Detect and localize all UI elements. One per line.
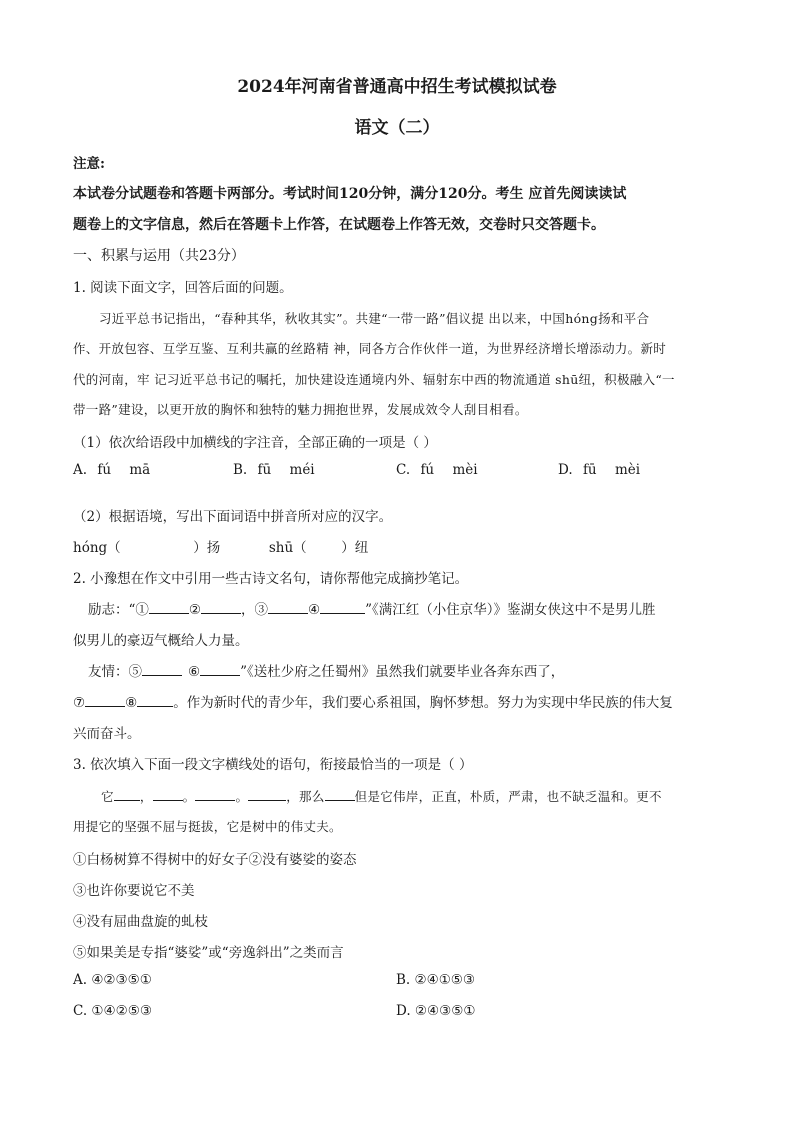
answer-blank[interactable] [142,661,182,676]
youqing-line-2 [73,691,673,711]
section-heading: 一、积累与运用（共23分） [73,248,245,264]
pinyin-2: mèi [452,462,478,478]
passage-text: ，那么 [286,789,325,804]
answer-blank[interactable] [149,599,189,614]
option-letter: B. [233,462,248,478]
option-letter: A. [73,462,88,478]
blank-hong-end: ）扬 [193,540,221,556]
q3-item: ③也许你要说它不美 [73,883,195,899]
pinyin-1: fū [582,462,597,478]
q3-option-d[interactable]: D. ②④③⑤① [396,1003,476,1019]
passage-text: 它 [101,789,114,804]
answer-blank[interactable] [201,599,241,614]
pinyin-1: fú [420,462,435,478]
pinyin-2: mā [129,462,151,478]
blank-hong-label: hóng（ [73,540,121,556]
q3-passage-line: 它 ， 。 。 ，那么 但是它伟岸，正直，朴质，严肃，也不缺乏温和。更不 [101,786,662,805]
question-1-sub-2: （2）根据语境，写出下面词语中拼音所对应的汉字。 [73,509,393,525]
youqing-line [88,660,564,680]
fill-blank-row [73,536,368,556]
answer-blank[interactable] [325,786,355,801]
pinyin-1: fú [97,462,112,478]
passage-line: 代的河南，牢 记习近平总书记的嘱托，加快建设连通境内外、辐射东中西的物流通道 shū纽，积极融入“一 [73,372,675,387]
page-subtitle: 语文（二） [354,118,440,138]
pinyin-2: mèi [614,462,641,478]
q3-option-b[interactable]: B. ②④①⑤③ [396,972,476,988]
answer-blank[interactable] [114,786,140,801]
blank-number: ⑦ [73,695,86,711]
option-c[interactable] [396,462,478,478]
pinyin-1: fū [257,462,272,478]
question-1-sub-1: （1）依次给语段中加横线的字注音，全部正确的一项是（ ） [73,435,437,451]
passage-line: 作、开放包容、互学互鉴、互利共赢的丝路精 神，同各方合作伙伴一道，为世界经济增长增添动力。新时 [73,341,667,356]
answer-blank[interactable] [248,786,286,801]
notice-line-1: 本试卷分试题卷和答题卡两部分。考试时间120分钟，满分120分。考生 应首先阅读读试 [73,186,627,202]
blank-shu-end: ）纽 [341,540,369,556]
q3-item: ⑤如果美是专指“婆娑”或“旁逸斜出”之类而言 [73,945,344,961]
pinyin-2: méi [289,462,315,478]
option-d[interactable] [558,462,640,478]
answer-blank[interactable] [200,661,240,676]
option-letter: C. [396,462,411,478]
youqing-line-3: 兴而奋斗。 [73,726,141,742]
q3-item: ①白杨树算不得树中的好女子②没有婆娑的姿态 [73,852,357,868]
lizhi-line-2: 似男儿的豪迈气概给人力量。 [73,633,249,649]
passage-text: 但是它伟岸，正直，朴质，严肃，也不缺乏温和。更不 [354,789,662,804]
answer-blank[interactable] [195,786,235,801]
notice-line-2: 题卷上的文字信息，然后在答题卡上作答，在试题卷上作答无效，交卷时只交答题卡。 [73,217,605,233]
line-tail: 。作为新时代的青少年，我们要心系祖国，胸怀梦想。努力为实现中华民族的伟大复 [173,695,673,711]
blank-number: ② [188,602,202,618]
blank-number: ，③ [241,602,269,618]
q3-option-a[interactable]: A. ④②③⑤① [73,972,152,988]
lizhi-tail: ”《满江红（小住京华）》鉴湖女侠这中不是男儿胜 [365,602,656,618]
option-a[interactable] [73,462,150,478]
question-2-stem: 2. 小豫想在作文中引用一些古诗文名句，请你帮他完成摘抄笔记。 [73,571,469,587]
youqing-label: 友情：⑤ [88,664,142,680]
q3-item: ④没有屈曲盘旋的虬枝 [73,914,208,930]
passage-line: 习近平总书记指出，“春种其华，秋收其实”。共建“一带一路”倡议提 出以来，中国hóng扬和平合 [99,311,650,326]
question-3-stem: 3. 依次填入下面一段文字横线处的语句，衔接最恰当的一项是（ ） [73,757,473,773]
lizhi-line [88,598,656,618]
q3-option-c[interactable]: C. ①④②⑤③ [73,1003,152,1019]
notice-label: 注意: [73,156,105,172]
answer-blank[interactable] [320,599,365,614]
option-b[interactable] [233,462,315,478]
passage-line: 带一路”建设，以更开放的胸怀和独特的魅力拥抱世界，发展成效令人刮目相看。 [73,402,528,417]
option-letter: D. [558,462,573,478]
lizhi-label: 励志：“① [88,602,149,618]
answer-blank[interactable] [153,786,183,801]
blank-number: ⑧ [125,695,138,711]
blank-shu-label: shū（ [268,540,307,556]
question-1-stem: 1. 阅读下面文字，回答后面的问题。 [73,280,293,296]
youqing-tail: ”《送杜少府之任蜀州》虽然我们就要毕业各奔东西了， [240,664,565,680]
q3-passage-line-2: 用提它的坚强不屈与挺拔，它是树中的伟丈夫。 [73,819,342,834]
answer-blank[interactable] [137,692,173,707]
answer-blank[interactable] [268,599,308,614]
blank-number: ④ [308,602,321,618]
blank-number: ⑥ [188,664,201,680]
page-title: 2024年河南省普通高中招生考试模拟试卷 [237,77,557,97]
answer-blank[interactable] [85,692,125,707]
